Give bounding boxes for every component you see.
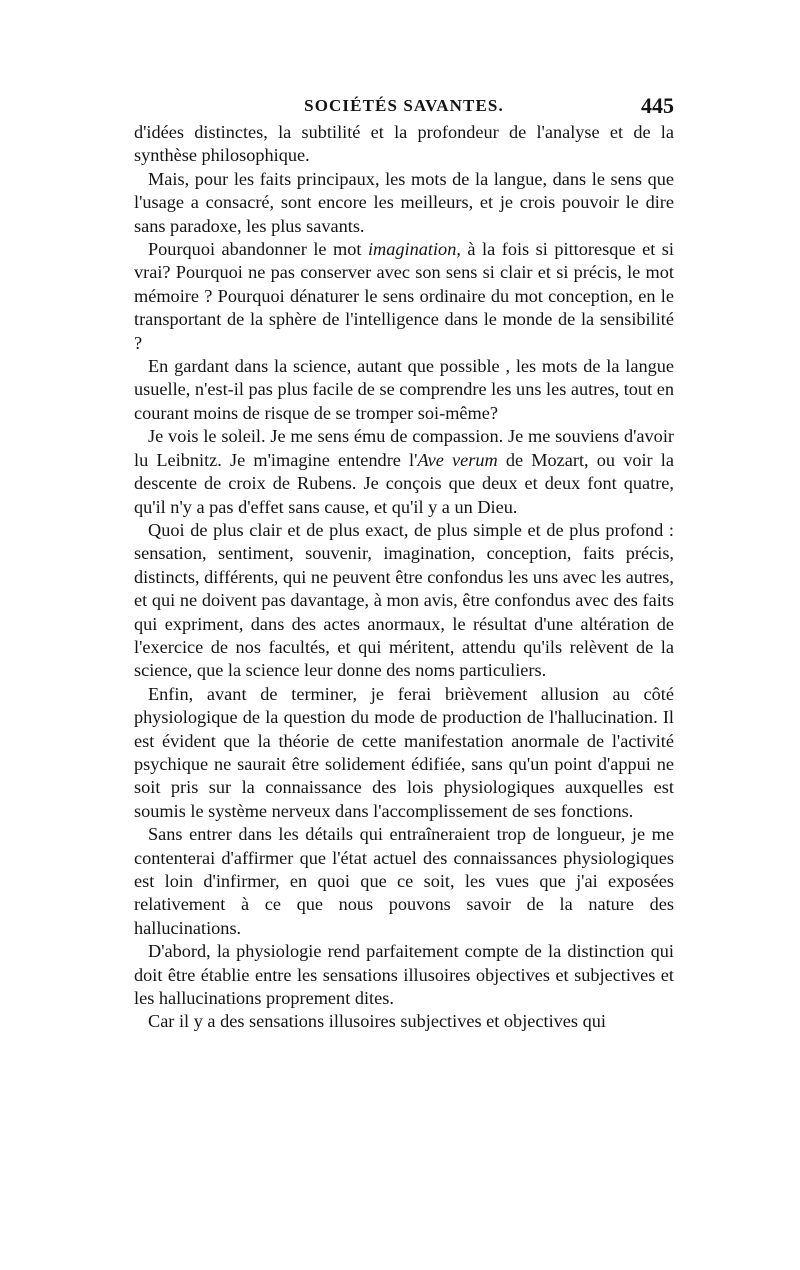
page-number: 445: [641, 93, 674, 118]
text-segment: de Mozart, ou voir la descente de croix de Rubens. Je conçois que deux et deux font quatre, qu'il n'y a pas d'effet sans cause, et qu'il y a un Dieu.: [134, 449, 674, 517]
paragraph: [134, 355, 674, 425]
text-segment: Car il y a des sensations illusoires subjectives et objectives qui: [148, 1011, 606, 1032]
text-segment: Mais, pour les faits principaux, les mots de la langue, dans le sens que l'usage a consacré, sont encore les meilleurs, et je crois pouvoir le dire sans paradoxe, les plus savants.: [134, 168, 674, 236]
running-head: SOCIÉTÉS SAVANTES.: [304, 96, 504, 115]
paragraph: [134, 168, 674, 238]
text-segment: , à la fois si pittoresque et si vrai? Pourquoi ne pas conserver avec son sens si clair et si précis, le mot mémoire ? Pourquoi dénaturer le sens ordinaire du mot conception, en le transportant de la sphère de l'intelligence dans le monde de la sensibilité ?: [134, 239, 674, 353]
paragraph: [134, 940, 674, 1010]
paragraph: [134, 1010, 674, 1033]
italic-text-segment: Ave verum: [417, 449, 498, 470]
page-header: [134, 92, 674, 120]
body-text: [134, 121, 674, 1034]
text-segment: Pourquoi abandonner le mot: [148, 239, 368, 260]
paragraph: [134, 683, 674, 823]
paragraph: [134, 121, 674, 168]
paragraph: [134, 823, 674, 940]
text-segment: Sans entrer dans les détails qui entraîneraient trop de longueur, je me contenterai d'affirmer que l'état actuel des connaissances physiologiques est loin d'infirmer, en quoi que ce soit, les vues que j'ai exposées relativement à ce que nous pouvons savoir de la nature des hallucinations.: [134, 824, 674, 938]
paragraph: [134, 425, 674, 519]
italic-text-segment: imagination: [367, 239, 457, 260]
paragraph: [134, 238, 674, 355]
text-segment: Enfin, avant de terminer, je ferai brièvement allusion au côté physiologique de la question du mode de production de l'hallucination. Il est évident que la théorie de cette manifestation anormale de l'activité psychique ne saurait être solidement édifiée, sans qu'un point d'appui ne soit pris sur la connaissance des lois physiologiques auxquelles est soumis le système nerveux dans l'accomplissement de ses fonctions.: [134, 683, 674, 821]
text-segment: En gardant dans la science, autant que possible , les mots de la langue usuelle, n'est-il pas plus facile de se comprendre les uns les autres, tout en courant moins de risque de se tromper soi-même?: [134, 356, 674, 423]
paragraph: [134, 519, 674, 683]
text-segment: D'abord, la physiologie rend parfaitement compte de la distinction qui doit être établie entre les sensations illusoires objectives et subjectives et les hallucinations proprement dites.: [134, 941, 674, 1009]
text-segment: d'idées distinctes, la subtilité et la profondeur de l'analyse et de la synthèse philosophique.: [134, 122, 674, 166]
text-segment: Quoi de plus clair et de plus exact, de plus simple et de plus profond : sensation, sentiment, souvenir, imagination, conception, faits précis, distincts, différents, qui ne peuvent être confondus les uns avec les autres, et qui ne doivent pas davantage, à mon avis, être confondus avec des faits qui expriment, dans des actes anormaux, le résultat d'une altération de l'exercice de nos facultés, et qui méritent, attendu qu'ils relèvent de la science, que la science leur donne des noms particuliers.: [134, 519, 674, 681]
text-segment: Je vois le soleil. Je me sens ému de compassion. Je me souviens d'avoir lu Leibnitz. Je m'imagine entendre l': [134, 426, 674, 470]
